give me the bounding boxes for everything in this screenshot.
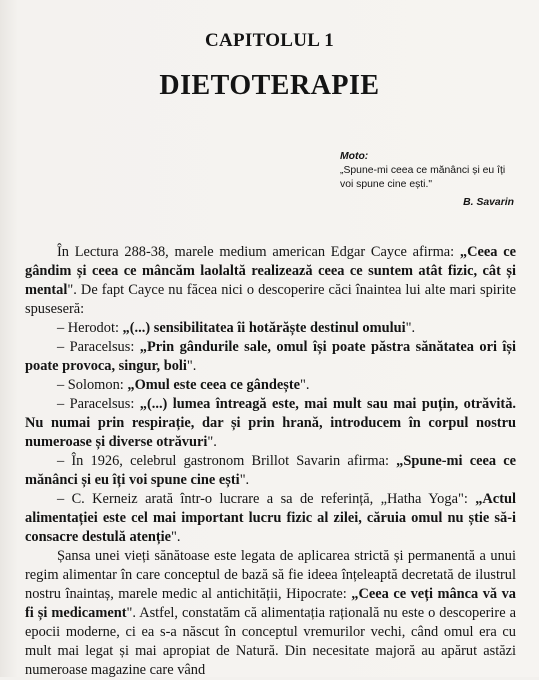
paragraph-cayce (25, 243, 516, 319)
paragraph-herodot (25, 319, 516, 338)
text-segment: ". (300, 377, 310, 393)
motto-author: B. Savarin (463, 197, 514, 208)
text-segment: ". Astfel, constatăm că alimentația rațională nu este o descoperire a epocii moderne, ci ea s-a născut în conceptul vremurilor vechi, când omul era cu mult mai legat și mai apropiat de Natură. Din necesitate majoră au apărut astăzi numeroase magazine care vând (25, 605, 516, 678)
text-segment: ". (186, 358, 197, 374)
bold-quote: „Omul este ceea ce gândește (127, 377, 301, 393)
text-segment: ". De fapt Cayce nu făcea nici o descoperire căci înaintea lui alte mari spirite spuseseră: (25, 282, 516, 317)
bold-quote: „(...) lumea întreagă este, mai mult sau mai puțin, otrăvită. Nu numai prin respirație, dar și prin hrană, introducem în corpul nostru numeroase și diverse otrăvuri (25, 396, 516, 450)
text-segment: – C. Kerneiz arată într-o lucrare a sa de referință, „Hatha Yoga": (57, 491, 476, 507)
bold-quote: „Prin gândurile sale, omul își poate păstra sănătatea ori își poate provoca, singur, boli (25, 339, 516, 374)
text-segment: ". (239, 472, 250, 488)
text-segment: ". (405, 320, 416, 336)
bold-quote: „Spune-mi ceea ce mănânci și eu îți voi spune cine ești (25, 453, 516, 488)
text-segment: ". (207, 434, 217, 450)
bold-quote: „Ceea ce veți mânca vă va fi și medicament (25, 586, 516, 621)
body-text (25, 243, 516, 680)
text-segment: – Solomon: (57, 377, 128, 393)
chapter-title: DIETOTERAPIE (159, 70, 380, 101)
bold-quote: „Actul alimentației este cel mai important lucru fizic al zilei, căruia omul nu știe să-i consacre destulă atenție (25, 491, 516, 545)
chapter-label: CAPITOLUL 1 (204, 30, 335, 51)
text-segment: – În 1926, celebrul gastronom Brillot Savarin afirma: (57, 453, 397, 469)
motto-quote: „Spune-mi ceea ce mănânci și eu îți voi spune cine ești." (340, 165, 506, 190)
text-segment: – Herodot: (57, 320, 123, 336)
text-segment: Șansa unei vieți sănătoase este legata de aplicarea strictă și permanentă a unui regim alimentar în care conceptul de bază să fie ideea înțeleaptă decretată de ilustrul nostru înaintaș, marele medic al antichității, Hipocrate: (25, 548, 516, 602)
motto-block (340, 150, 520, 210)
paragraph-paracelsus-1 (25, 338, 516, 376)
text-segment: – Paracelsus: (57, 339, 140, 355)
text-segment: ". (171, 529, 181, 545)
paragraph-savarin (25, 452, 516, 490)
paragraph-kerneiz (25, 490, 516, 547)
text-segment: – Paracelsus: (57, 396, 140, 412)
bold-quote: „Ceea ce gândim și ceea ce mâncăm laolaltă realizează ceea ce suntem atât fizic, cât și mental (25, 244, 517, 298)
paragraph-solomon (25, 376, 516, 395)
text-segment: În Lectura 288-38, marele medium american Edgar Cayce afirma: (57, 244, 460, 260)
paragraph-paracelsus-2 (25, 395, 516, 452)
paragraph-sansa (25, 547, 516, 680)
bold-quote: „(...) sensibilitatea îi hotărăște destinul omului (122, 320, 406, 336)
motto-label: Moto: (340, 151, 369, 162)
